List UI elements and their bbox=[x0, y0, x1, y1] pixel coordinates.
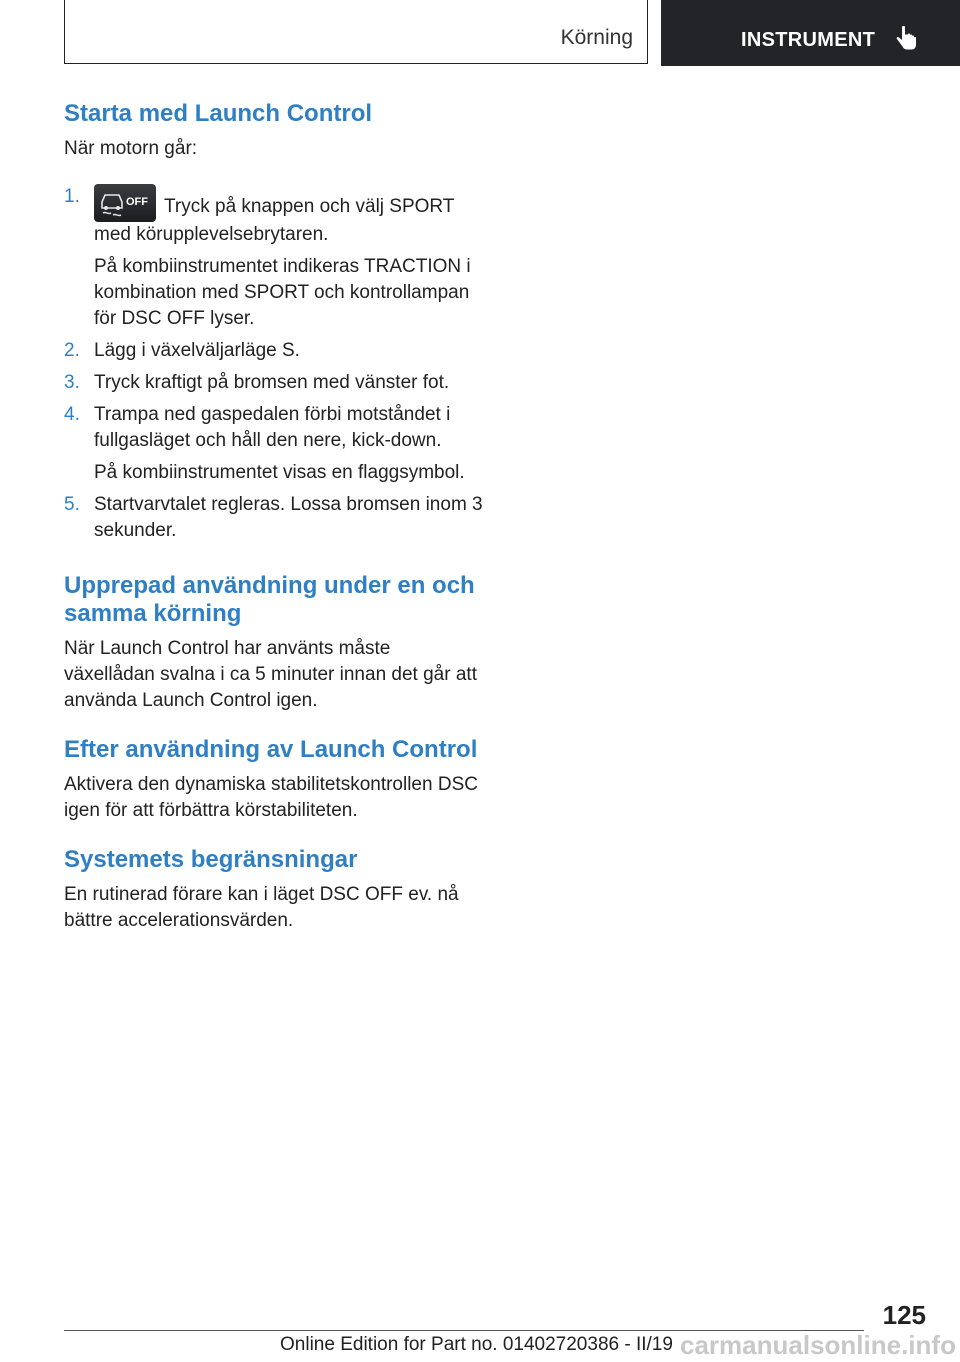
step-note: På kombiinstrumentet visas en flaggsymbol. bbox=[94, 462, 465, 483]
list-item bbox=[64, 402, 484, 486]
dsc-off-button-icon bbox=[94, 184, 156, 222]
step-number: 4. bbox=[64, 404, 80, 425]
pointing-hand-icon bbox=[893, 25, 919, 53]
step-number: 5. bbox=[64, 494, 80, 515]
heading-after-use: Efter användning av Launch Control bbox=[64, 736, 478, 763]
section-tab bbox=[64, 0, 648, 64]
heading-repeated-use: Upprepad användning under en och samma körning bbox=[64, 572, 475, 627]
launch-intro: När motorn går: bbox=[64, 138, 198, 159]
heading-launch-control: Starta med Launch Control bbox=[64, 100, 373, 127]
page-header bbox=[0, 0, 960, 66]
step-text: Startvarvtalet regleras. Lossa bromsen inom 3 sekunder. bbox=[94, 494, 483, 541]
chapter-tab bbox=[661, 0, 960, 66]
step-note: På kombiinstrumentet indikeras TRACTION i kombination med SPORT och kontrollampan för DSC OFF lyser. bbox=[94, 256, 471, 329]
page-number: 125 bbox=[882, 1300, 926, 1330]
launch-steps-list bbox=[64, 184, 484, 544]
after-use-text: Aktivera den dynamiska stabilitetskontrollen DSC igen för att förbättra körstabiliteten. bbox=[64, 774, 478, 821]
list-item bbox=[64, 184, 484, 332]
dsc-off-label: OFF bbox=[126, 196, 148, 208]
step-number: 1. bbox=[64, 186, 80, 207]
list-item bbox=[64, 370, 484, 396]
step-text: Lägg i växelväljarläge S. bbox=[94, 340, 300, 361]
step-text: Trampa ned gaspedalen förbi motståndet i fullgasläget och håll den nere, kick-down. bbox=[94, 404, 451, 451]
step-number: 2. bbox=[64, 340, 80, 361]
main-content bbox=[64, 100, 484, 934]
system-limits-text: En rutinerad förare kan i läget DSC OFF ev. nå bättre accelerationsvärden. bbox=[64, 884, 459, 931]
step-text: Tryck kraftigt på bromsen med vänster fot. bbox=[94, 372, 450, 393]
repeated-use-text: När Launch Control har använts måste växellådan svalna i ca 5 minuter innan det går att använda Launch Control igen. bbox=[64, 638, 477, 711]
edition-text: Online Edition for Part no. 01402720386 - II/19 bbox=[280, 1334, 673, 1355]
watermark: carmanualsonline.info bbox=[680, 1330, 956, 1360]
heading-system-limits: Systemets begränsningar bbox=[64, 846, 358, 873]
chapter-name: INSTRUMENT bbox=[741, 29, 876, 51]
list-item bbox=[64, 338, 484, 364]
step-text: Tryck på knappen och välj SPORT med körupplevelsebrytaren. bbox=[94, 196, 455, 245]
step-number: 3. bbox=[64, 372, 80, 393]
section-name: Körning bbox=[560, 26, 633, 49]
list-item bbox=[64, 492, 484, 544]
